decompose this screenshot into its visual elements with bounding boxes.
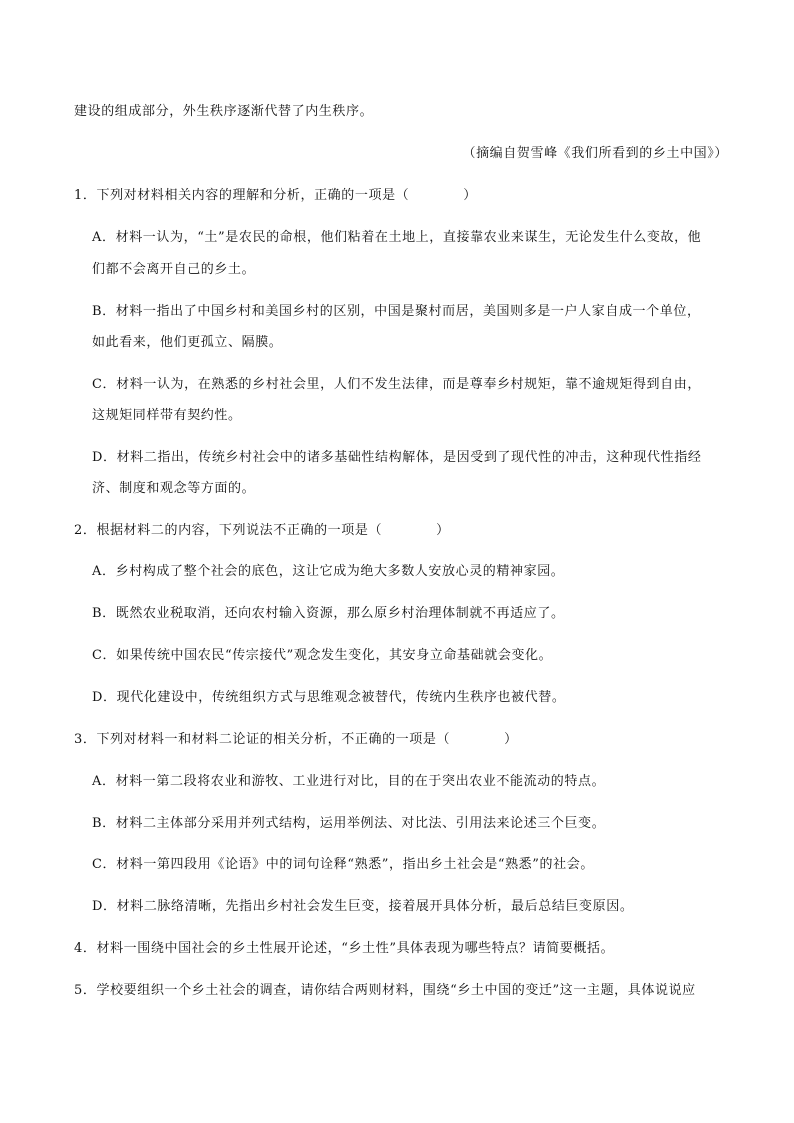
question-2-option-b: B．既然农业税取消，还向农村输入资源，那么原乡村治理体制就不再适应了。: [92, 606, 565, 621]
question-2-stem-text: 2．根据材料二的内容，下列说法不正确的一项是（: [74, 523, 383, 538]
question-1-option-a-line2: 们都不会离开自己的乡土。: [92, 262, 256, 277]
question-1-option-d-line2: 济、制度和观念等方面的。: [92, 481, 256, 496]
question-3-option-d: D．材料二脉络清晰，先指出乡村社会发生巨变，接着展开具体分析，最后总结巨变原因。: [92, 899, 634, 914]
question-3-option-c: C．材料一第四段用《论语》中的词句诠释“熟悉”，指出乡土社会是“熟悉”的社会。: [92, 857, 594, 872]
question-3-option-a: A．材料一第二段将农业和游牧、工业进行对比，目的在于突出农业不能流动的特点。: [92, 774, 606, 789]
question-1-option-c-line1: C．材料一认为，在熟悉的乡村社会里，人们不发生法律，而是尊奉乡村规矩，靠不逾规矩得到自由，: [92, 377, 701, 392]
intro-tail-text: 建设的组成部分，外生秩序逐渐代替了内生秩序。: [74, 104, 374, 119]
question-3-stem: [74, 732, 518, 748]
question-1-stem-close: ）: [463, 188, 477, 203]
question-3-option-b: B．材料二主体部分采用并列式结构，运用举例法、对比法、引用法来论述三个巨变。: [92, 816, 606, 831]
question-1-stem-text: 1．下列对材料相关内容的理解和分析，正确的一项是（: [74, 188, 410, 203]
question-1-option-d-line1: D．材料二指出，传统乡村社会中的诸多基础性结构解体，是因受到了现代性的冲击，这种现代性指经: [92, 450, 702, 465]
question-5-stem: 5．学校要组织一个乡土社会的调查，请你结合两则材料，围绕“乡土中国的变迁”这一主题，具体说说应: [74, 983, 696, 998]
question-1-option-c-line2: 这规矩同样带有契约性。: [92, 408, 242, 423]
question-3-stem-text: 3．下列对材料一和材料二论证的相关分析，不正确的一项是（: [74, 732, 451, 747]
question-3-stem-close: ）: [504, 732, 518, 747]
question-1-stem: [74, 188, 477, 204]
question-2-stem-close: ）: [436, 523, 450, 538]
source-citation: （摘编自贺雪峰《我们所看到的乡土中国》）: [462, 146, 728, 161]
question-1-option-b-line2: 如此看来，他们更孤立、隔膜。: [92, 335, 283, 350]
question-2-option-a: A．乡村构成了整个社会的底色，这让它成为绝大多数人安放心灵的精神家园。: [92, 564, 565, 579]
question-4-stem: 4．材料一围绕中国社会的乡土性展开论述，“乡土性”具体表现为哪些特点？请简要概括。: [74, 941, 615, 956]
question-2-option-d: D．现代化建设中，传统组织方式与思维观念被替代，传统内生秩序也被代替。: [92, 690, 566, 705]
question-1-option-a-line1: A．材料一认为，“土”是农民的命根，他们粘着在土地上，直接靠农业来谋生，无论发生什么变故，他: [92, 230, 702, 245]
question-1-option-b-line1: B．材料一指出了中国乡村和美国乡村的区别，中国是聚村而居，美国则多是一户人家自成一个单位，: [92, 304, 701, 319]
question-2-option-c: C．如果传统中国农民“传宗接代”观念发生变化，其安身立命基础就会变化。: [92, 648, 553, 663]
question-2-stem: [74, 523, 450, 539]
